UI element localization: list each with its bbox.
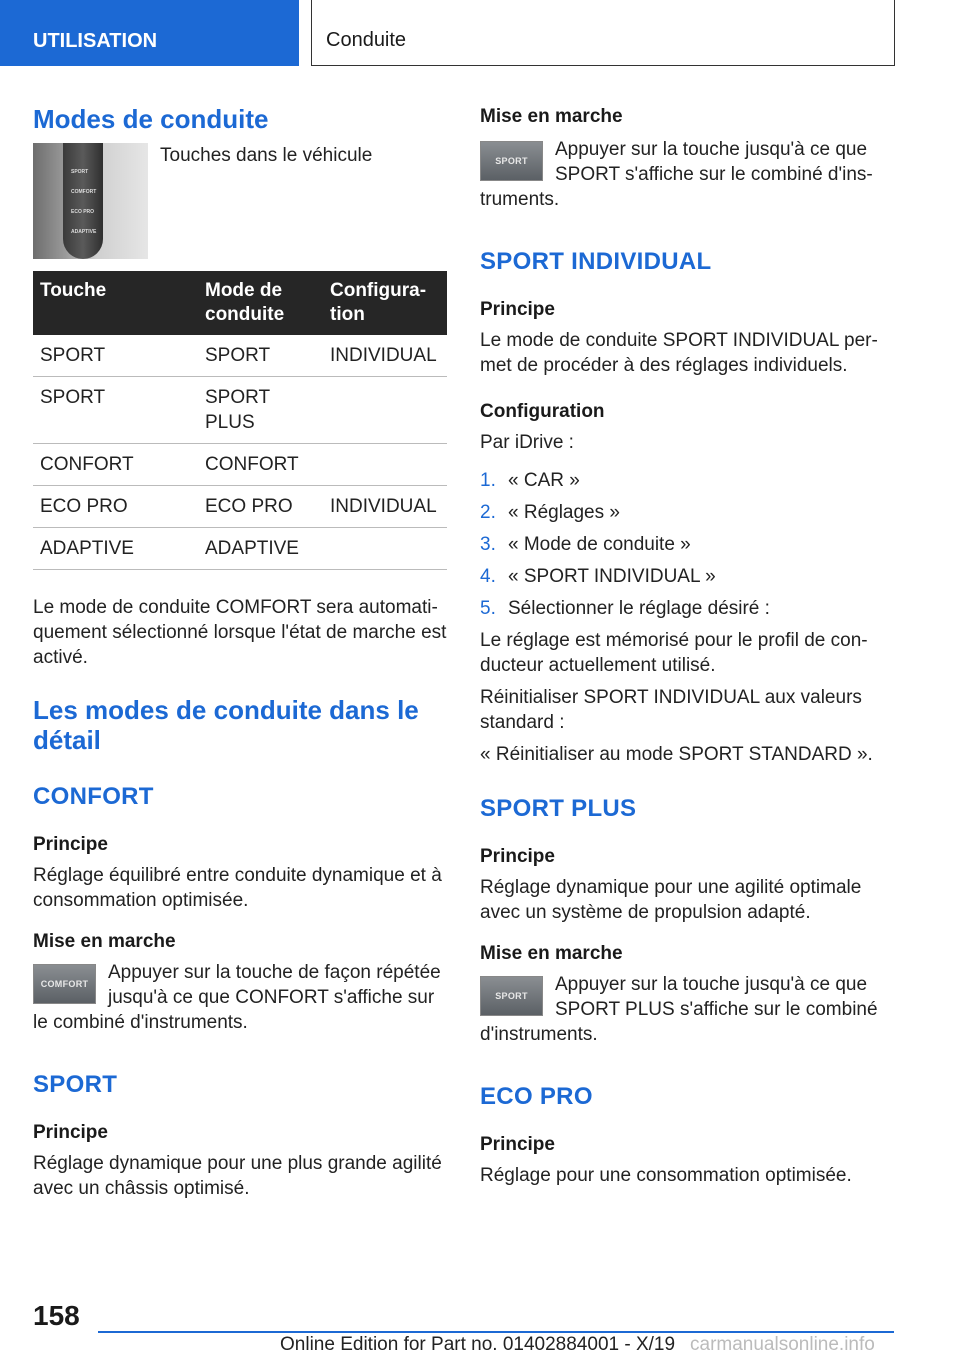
table-row: CONFORT CONFORT: [33, 444, 447, 486]
watermark: carmanualsonline.info: [690, 1334, 875, 1355]
config-intro: Par iDrive :: [480, 432, 574, 453]
chapter-tab: Conduite: [311, 0, 895, 66]
page-number: 158: [33, 1300, 80, 1331]
sport-start: Appuyer sur la touche jusqu'à ce que SPORT s'affiche sur le combiné d'ins-truments.: [480, 139, 873, 210]
sport-plus-start-block: [480, 972, 894, 1047]
table-row: ECO PRO ECO PRO INDIVIDUAL: [33, 486, 447, 528]
left-column: [33, 100, 447, 1201]
table-row: SPORT SPORT PLUS: [33, 377, 447, 444]
confort-principle: Réglage équilibré entre conduite dynamique et à consommation optimisée.: [33, 865, 442, 911]
list-item: 3. « Mode de conduite »: [480, 534, 691, 555]
list-item: 4. « SPORT INDIVIDUAL »: [480, 566, 716, 587]
eco-pro-principle: Réglage pour une consommation optimisée.: [480, 1165, 852, 1186]
subheading-principle: Principe: [480, 846, 555, 867]
heading-confort: CONFORT: [33, 783, 154, 810]
saved-note: Le réglage est mémorisé pour le profil de con-ducteur actuellement utilisé.: [480, 630, 868, 676]
section-tab: UTILISATION: [0, 0, 299, 66]
sport-plus-start: Appuyer sur la touche jusqu'à ce que SPORT PLUS s'affiche sur le combiné d'instruments.: [480, 974, 878, 1045]
heading-sport: SPORT: [33, 1071, 118, 1098]
heading-sport-plus: SPORT PLUS: [480, 795, 637, 822]
list-item: 5. Sélectionner le réglage désiré :: [480, 598, 770, 619]
comfort-key-icon: COMFORT: [33, 964, 96, 1004]
subheading-configuration: Configuration: [480, 401, 605, 422]
subheading-principle: Principe: [480, 299, 555, 320]
heading-sport-individual: SPORT INDIVIDUAL: [480, 248, 712, 275]
panel-block: [33, 143, 447, 259]
page-header: [0, 0, 960, 66]
subheading-principle: Principe: [480, 1134, 555, 1155]
heading-driving-modes: Modes de conduite: [33, 104, 269, 134]
table-row: ADAPTIVE ADAPTIVE: [33, 528, 447, 570]
auto-mode-note: Le mode de conduite COMFORT sera automati-quement sélectionné lorsque l'état de marche est activé.: [33, 597, 447, 668]
reset-command: « Réinitialiser au mode SPORT STANDARD ».: [480, 744, 873, 765]
sport-key-icon: SPORT: [480, 141, 543, 181]
sport-key-icon: SPORT: [480, 976, 543, 1016]
sport-start-block: [480, 137, 894, 212]
footer-rule: [98, 1331, 894, 1333]
subheading-start: Mise en marche: [480, 943, 623, 964]
heading-eco-pro: ECO PRO: [480, 1083, 593, 1110]
edition-note: Online Edition for Part no. 01402884001 - X/19: [280, 1334, 676, 1355]
individual-principle: Le mode de conduite SPORT INDIVIDUAL per-met de procéder à des réglages individuels.: [480, 330, 878, 376]
table-header-row: [33, 271, 447, 335]
button-panel-image: SPORT COMFORT ECO PRO ADAPTIVE: [33, 143, 148, 259]
sport-principle: Réglage dynamique pour une plus grande agilité avec un châssis optimisé.: [33, 1153, 442, 1199]
confort-start-block: [33, 960, 447, 1035]
table-row: SPORT SPORT INDIVIDUAL: [33, 335, 447, 377]
col-header-config: Configura-tion: [323, 271, 447, 335]
list-item: 2. « Réglages »: [480, 502, 620, 523]
sport-plus-principle: Réglage dynamique pour une agilité optimale avec un système de propulsion adapté.: [480, 877, 862, 923]
subheading-start: Mise en marche: [480, 106, 623, 127]
config-steps: [480, 468, 894, 621]
subheading-principle: Principe: [33, 1122, 108, 1143]
col-header-key: Touche: [33, 271, 198, 335]
list-item: 1. « CAR »: [480, 470, 580, 491]
subheading-principle: Principe: [33, 834, 108, 855]
subheading-start: Mise en marche: [33, 931, 176, 952]
right-column: [480, 100, 894, 1188]
modes-table: [33, 271, 447, 570]
confort-start: Appuyer sur la touche de façon répétée jusqu'à ce que CONFORT s'affiche sur le combiné d'instruments.: [33, 962, 441, 1033]
heading-modes-detail: Les modes de conduite dans le détail: [33, 695, 419, 755]
panel-caption: Touches dans le véhicule: [160, 145, 373, 166]
col-header-mode: Mode de conduite: [198, 271, 323, 335]
reset-note: Réinitialiser SPORT INDIVIDUAL aux valeurs standard :: [480, 687, 862, 733]
